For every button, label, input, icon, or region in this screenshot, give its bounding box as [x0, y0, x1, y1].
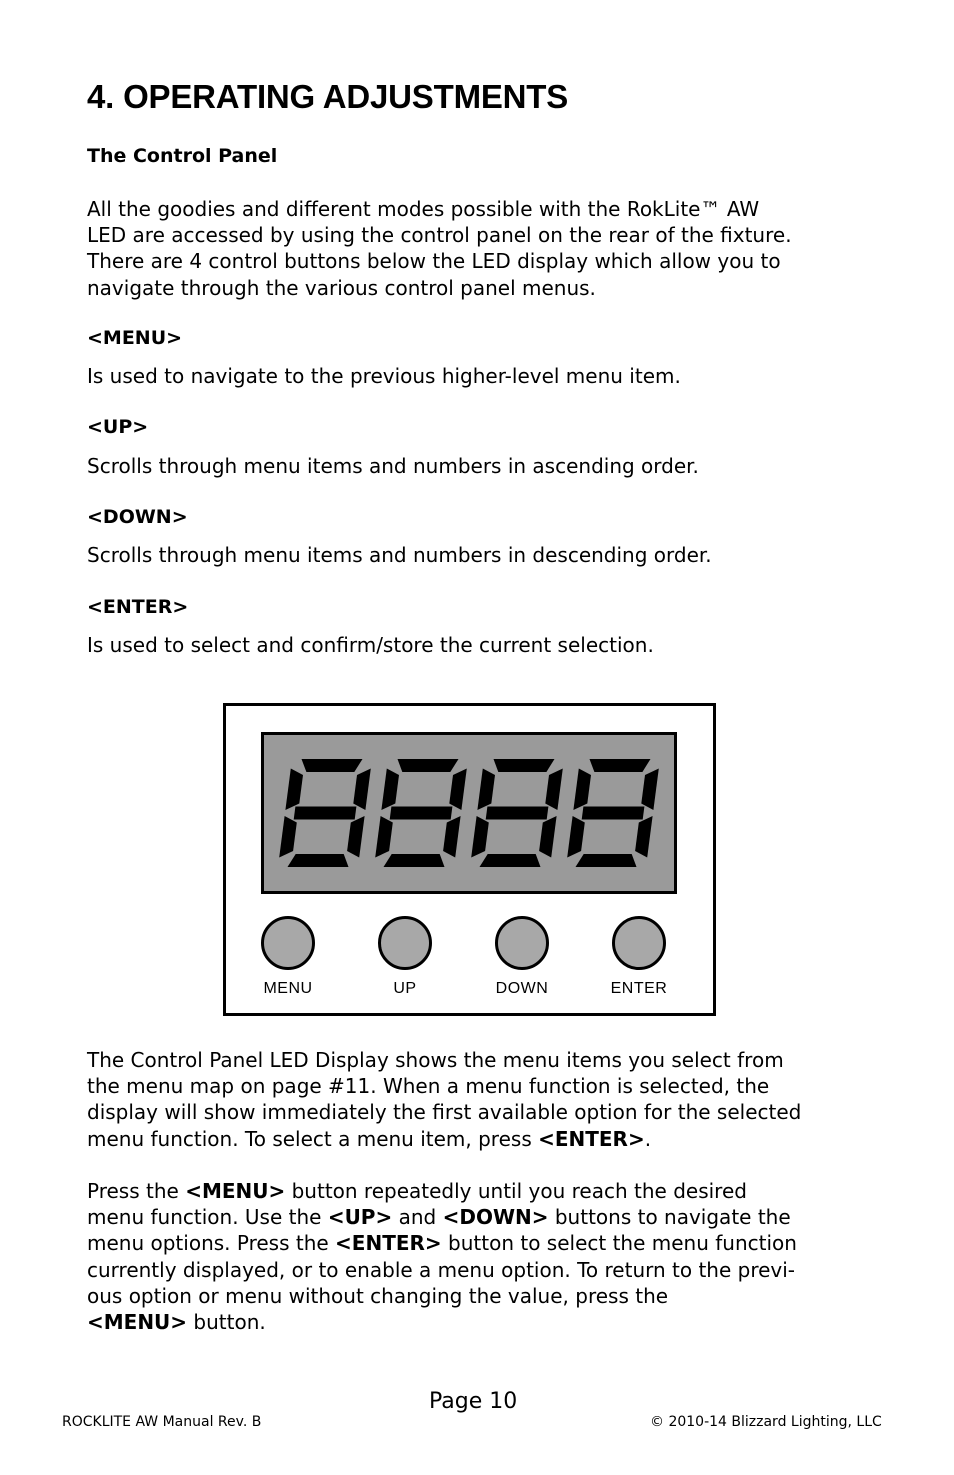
segment-b [449, 769, 467, 811]
segment-e [375, 816, 393, 858]
enter-key-ref: <ENTER> [538, 1126, 645, 1151]
intro-line: There are 4 control buttons below the LED display which allow you to [87, 249, 781, 274]
segment-c [443, 816, 461, 858]
intro-line: All the goodies and different modes possible with the RokLite™ AW [87, 197, 760, 221]
segment-a [302, 759, 363, 772]
enter-key-ref: <ENTER> [335, 1231, 442, 1256]
text: button to select the menu function [441, 1231, 797, 1256]
navigation-paragraph [87, 1178, 797, 1335]
menu-button[interactable] [261, 916, 315, 970]
menu-button-heading: <MENU> [87, 327, 183, 349]
text: menu function. Use the [87, 1205, 328, 1230]
paragraph-line [87, 1309, 797, 1335]
paragraph-line: The Control Panel LED Display shows the menu items you select from [87, 1048, 784, 1072]
segment-b [641, 769, 659, 811]
segment-c [635, 816, 653, 858]
display-paragraph [87, 1047, 801, 1152]
section-heading: 4. OPERATING ADJUSTMENTS [87, 78, 569, 115]
paragraph-line [87, 1204, 797, 1230]
down-label: DOWN [495, 980, 549, 997]
seven-segment-digits [264, 735, 674, 891]
enter-button-heading: <ENTER> [87, 596, 189, 618]
segment-c [347, 816, 365, 858]
segment-g [294, 807, 357, 820]
led-display [261, 732, 677, 894]
intro-paragraph [87, 196, 792, 301]
menu-button-description: Is used to navigate to the previous higher-level menu item. [87, 364, 681, 388]
footer-copyright: © 2010-14 Blizzard Lighting, LLC [650, 1414, 882, 1430]
control-panel-illustration [223, 703, 716, 1016]
segment-d [384, 854, 445, 867]
text: . [644, 1126, 652, 1151]
segment-e [567, 816, 585, 858]
down-button[interactable] [495, 916, 549, 970]
down-key-ref: <DOWN> [442, 1205, 549, 1230]
segment-d [288, 854, 349, 867]
paragraph-line: ous option or menu without changing the value, press the [87, 1283, 669, 1308]
segment-d [576, 854, 637, 867]
segment-a [398, 759, 459, 772]
segment-c [539, 816, 557, 858]
segment-b [353, 769, 371, 811]
enter-button-description: Is used to select and confirm/store the current selection. [87, 633, 654, 657]
segment-b [545, 769, 563, 811]
segment-f [285, 769, 303, 811]
segment-g [486, 807, 549, 820]
text: button repeatedly until you reach the desired [285, 1179, 747, 1203]
menu-key-ref: <MENU> [87, 1309, 188, 1334]
segment-e [279, 816, 297, 858]
up-button-description: Scrolls through menu items and numbers in ascending order. [87, 454, 699, 478]
segment-d [480, 854, 541, 867]
enter-button[interactable] [612, 916, 666, 970]
segment-e [471, 816, 489, 858]
up-label: UP [393, 980, 417, 997]
segment-a [590, 759, 651, 772]
segment-f [573, 769, 591, 811]
text: button. [187, 1309, 266, 1334]
down-button-heading: <DOWN> [87, 506, 188, 528]
intro-line: navigate through the various control panel menus. [87, 275, 596, 300]
page-number: Page 10 [429, 1389, 518, 1414]
text: and [392, 1205, 443, 1230]
subheading: The Control Panel [87, 145, 278, 167]
up-key-ref: <UP> [327, 1205, 393, 1230]
up-button-heading: <UP> [87, 416, 149, 438]
paragraph-line: the menu map on page #11. When a menu function is selected, the [87, 1074, 770, 1099]
paragraph-line: currently displayed, or to enable a menu option. To return to the previ- [87, 1257, 796, 1282]
segment-f [477, 769, 495, 811]
enter-label: ENTER [610, 980, 668, 997]
segment-g [390, 807, 453, 820]
paragraph-line: display will show immediately the first available option for the selected [87, 1100, 802, 1125]
down-button-description: Scrolls through menu items and numbers in descending order. [87, 543, 712, 567]
footer-manual-title: ROCKLITE AW Manual Rev. B [62, 1414, 262, 1430]
paragraph-line [87, 1126, 801, 1152]
paragraph-line [87, 1178, 797, 1204]
text: buttons to navigate the [548, 1205, 791, 1230]
text: Press the [87, 1179, 186, 1203]
menu-label: MENU [263, 980, 313, 997]
intro-line: LED are accessed by using the control panel on the rear of the fixture. [87, 223, 792, 248]
segment-a [494, 759, 555, 772]
paragraph-line [87, 1230, 797, 1256]
segment-g [582, 807, 645, 820]
segment-f [381, 769, 399, 811]
menu-key-ref: <MENU> [185, 1179, 286, 1203]
up-button[interactable] [378, 916, 432, 970]
text: menu function. To select a menu item, press [87, 1126, 539, 1151]
text: menu options. Press the [87, 1231, 336, 1256]
